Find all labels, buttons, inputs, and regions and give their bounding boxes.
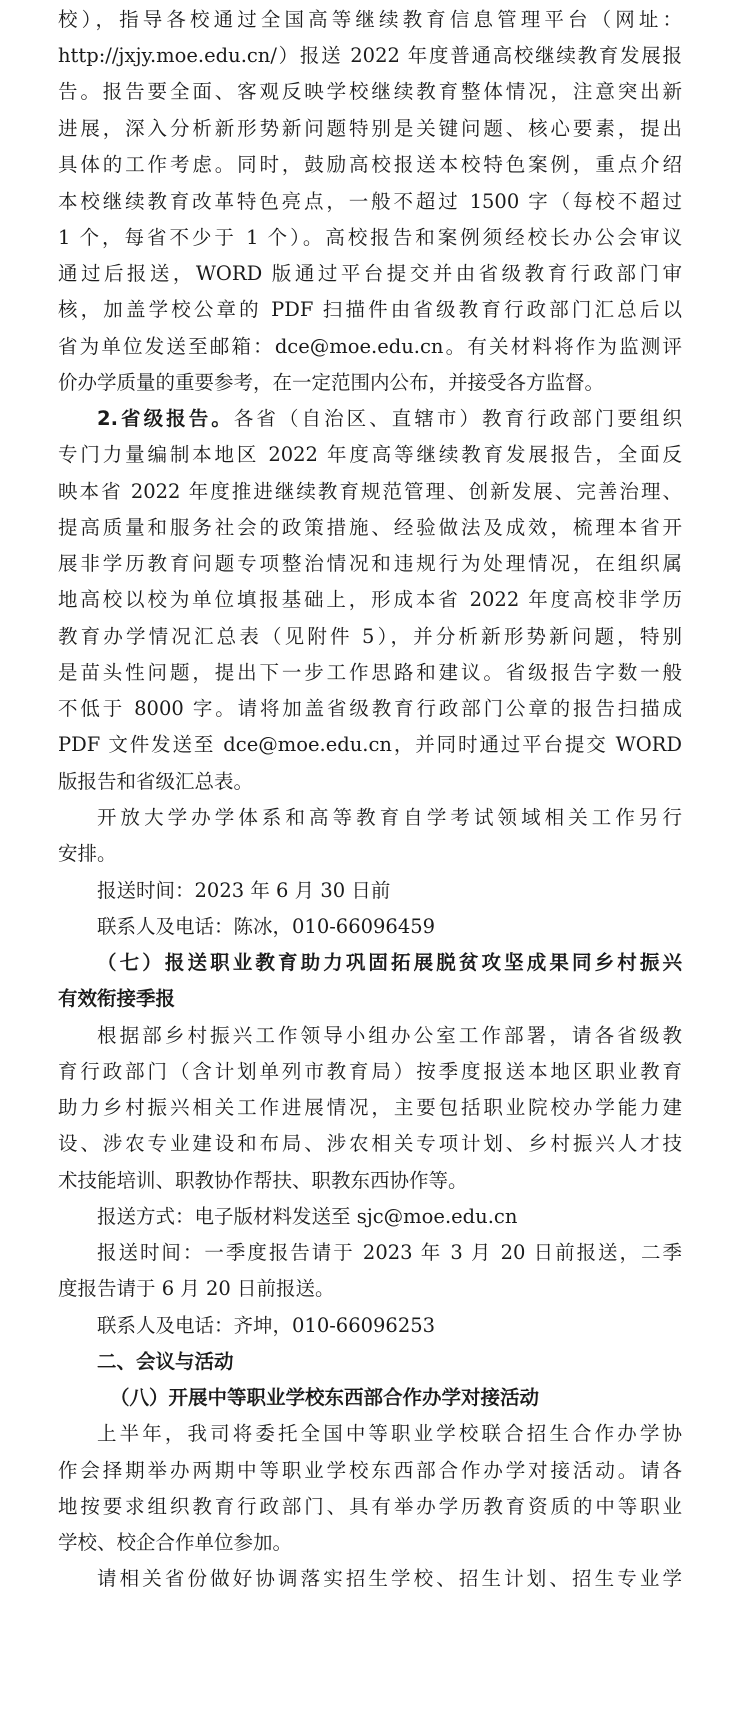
text-line: 1 个，每省不少于 1 个）。高校报告和案例须经校长办公会审议 — [58, 226, 682, 249]
text-line: 术技能培训、职教协作帮扶、职教东西协作等。 — [58, 1169, 468, 1192]
part-heading: 二、会议与活动 — [97, 1350, 234, 1373]
paragraph-first-line — [97, 407, 682, 431]
section-heading: （七）报送职业教育助力巩固拓展脱贫攻坚成果同乡村振兴 — [97, 951, 682, 974]
text-line: 安排。 — [58, 842, 117, 865]
text-line: 告。报告要全面、客观反映学校继续教育整体情况，注意突出新 — [58, 80, 682, 103]
text-line: 度报告请于 6 月 20 日前报送。 — [58, 1277, 335, 1300]
contact-info: 联系人及电话：陈冰，010-66096459 — [97, 915, 436, 938]
contact-info: 联系人及电话：齐坤，010-66096253 — [97, 1314, 436, 1337]
text-line: 省为单位发送至邮箱：dce@moe.edu.cn。有关材料将作为监测评 — [58, 335, 682, 358]
text-line: 通过后报送，WORD 版通过平台提交并由省级教育行政部门审 — [58, 262, 682, 285]
text-span: 各省（自治区、直辖市）教育行政部门要组织 — [233, 407, 682, 430]
text-line: 不低于 8000 字。请将加盖省级教育行政部门公章的报告扫描成 — [58, 697, 682, 720]
text-line: 是苗头性问题，提出下一步工作思路和建议。省级报告字数一般 — [58, 661, 682, 684]
text-line: 展非学历教育问题专项整治情况和违规行为处理情况，在组织属 — [58, 552, 682, 575]
text-line: 助力乡村振兴相关工作进展情况，主要包括职业院校办学能力建 — [58, 1096, 682, 1119]
text-line: 育行政部门（含计划单列市教育局）按季度报送本地区职业教育 — [58, 1060, 682, 1083]
text-line: 地按要求组织教育行政部门、具有举办学历教育资质的中等职业 — [58, 1495, 682, 1518]
section-heading-cont: 有效衔接季报 — [58, 987, 176, 1010]
text-line: 映本省 2022 年度推进继续教育规范管理、创新发展、完善治理、 — [58, 480, 682, 503]
text-line: 本校继续教育改革特色亮点，一般不超过 1500 字（每校不超过 — [58, 190, 682, 213]
text-line: 校），指导各校通过全国高等继续教育信息管理平台（网址： — [58, 8, 682, 31]
text-line: PDF 文件发送至 dce@moe.edu.cn，并同时通过平台提交 WORD — [58, 733, 682, 756]
text-line: 请相关省份做好协调落实招生学校、招生计划、招生专业学 — [97, 1567, 682, 1590]
text-line: 学校、校企合作单位参加。 — [58, 1531, 293, 1554]
text-line: 地高校以校为单位填报基础上，形成本省 2022 年度高校非学历 — [58, 588, 682, 611]
text-line: 作会择期举办两期中等职业学校东西部合作办学对接活动。请各 — [58, 1459, 682, 1482]
submission-method: 报送方式：电子版材料发送至 sjc@moe.edu.cn — [97, 1205, 518, 1228]
text-line: 专门力量编制本地区 2022 年度高等继续教育发展报告，全面反 — [58, 443, 682, 466]
text-line: 核，加盖学校公章的 PDF 扫描件由省级教育行政部门汇总后以 — [58, 298, 682, 321]
text-line: http://jxjy.moe.edu.cn/）报送 2022 年度普通高校继续教育发展报 — [58, 44, 682, 67]
text-line: 进展，深入分析新形势新问题特别是关键问题、核心要素，提出 — [58, 117, 682, 140]
text-line: 根据部乡村振兴工作领导小组办公室工作部署，请各省级教 — [97, 1024, 682, 1047]
submission-time: 报送时间：一季度报告请于 2023 年 3 月 20 日前报送，二季 — [97, 1241, 682, 1264]
text-line: 开放大学办学体系和高等教育自学考试领域相关工作另行 — [97, 806, 682, 829]
text-line: 价办学质量的重要参考，在一定范围内公布，并接受各方监督。 — [58, 371, 605, 394]
provincial-report-lead: 2.省级报告。 — [97, 407, 234, 430]
text-line: 设、涉农专业建设和布局、涉农相关专项计划、乡村振兴人才技 — [58, 1132, 682, 1155]
text-line: 提高质量和服务社会的政策措施、经验做法及成效，梳理本省开 — [58, 516, 682, 539]
text-line: 版报告和省级汇总表。 — [58, 770, 254, 793]
section-heading: （八）开展中等职业学校东西部合作办学对接活动 — [110, 1386, 540, 1409]
text-line: 具体的工作考虑。同时，鼓励高校报送本校特色案例，重点介绍 — [58, 153, 682, 176]
text-line: 上半年，我司将委托全国中等职业学校联合招生合作办学协 — [97, 1422, 682, 1445]
submission-time: 报送时间：2023 年 6 月 30 日前 — [97, 879, 391, 902]
text-line: 教育办学情况汇总表（见附件 5），并分析新形势新问题，特别 — [58, 625, 682, 648]
